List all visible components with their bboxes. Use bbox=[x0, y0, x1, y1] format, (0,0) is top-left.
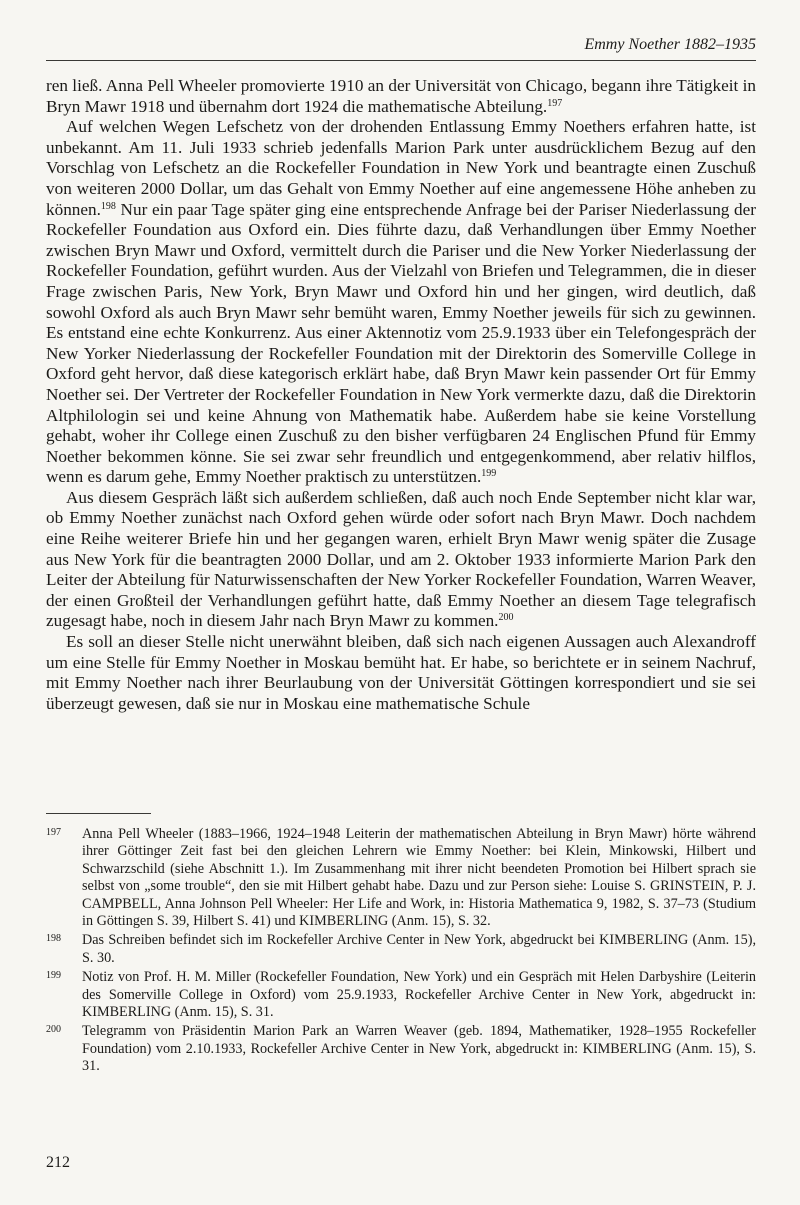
paragraph-text: Es soll an dieser Stelle nicht unerwähnt bleiben, daß sich nach eigenen Aussagen auch Alexandroff um eine Stelle für Emmy Noether in Moskau bemüht hat. Er habe, so berichtete er in seinem Nachruf, mit Emmy Noether nach ihrer Beurlaubung von der Universität Göttingen korrespondiert und sie sei überzeugt gewesen, daß sie nur in Moskau eine mathematische Schule bbox=[46, 632, 756, 713]
footnotes bbox=[46, 826, 756, 1078]
paragraph bbox=[46, 76, 756, 117]
footnote bbox=[46, 932, 756, 967]
paragraph-text: ren ließ. Anna Pell Wheeler promovierte 1910 an der Universität von Chicago, begann ihre Tätigkeit in Bryn Mawr 1918 und übernahm dort 1924 die mathematische Abteilung. bbox=[46, 76, 756, 116]
paragraph bbox=[46, 117, 756, 488]
footnote-ref[interactable]: 199 bbox=[481, 468, 497, 480]
book-page bbox=[46, 0, 756, 1205]
footnote-number: 198 bbox=[46, 933, 61, 945]
footnote bbox=[46, 826, 756, 930]
footnote-text: Telegramm von Präsidentin Marion Park an Warren Weaver (geb. 1894, Mathematiker, 1928–1955 Rockefeller Foundation) vom 2.10.1933, Rockefeller Archive Center in New York, abgedruckt in: KIMBERLING (Anm. 15), S. 31. bbox=[82, 1023, 756, 1075]
footnote bbox=[46, 969, 756, 1021]
footnote-number: 200 bbox=[46, 1024, 61, 1036]
header-rule bbox=[46, 60, 756, 61]
footnote-number: 199 bbox=[46, 970, 61, 982]
footnote-text: Notiz von Prof. H. M. Miller (Rockefeller Foundation, New York) und ein Gespräch mit Helen Darbyshire (Leiterin des Somerville College in Oxford) vom 25.9.1933, Rockefeller Archive Center in New York, abgedruckt in: KIMBERLING (Anm. 15), S. 31. bbox=[82, 969, 756, 1021]
footnote-text: Das Schreiben befindet sich im Rockefeller Archive Center in New York, abgedruckt bei KIMBERLING (Anm. 15), S. 30. bbox=[82, 932, 756, 966]
paragraph-text: Aus diesem Gespräch läßt sich außerdem schließen, daß auch noch Ende September nicht klar war, ob Emmy Noether zunächst nach Oxford gehen würde oder sofort nach Bryn Mawr. Doch nachdem eine Reihe weiterer Briefe hin und her gegangen waren, erhielt Bryn Mawr wenig später die Zusage aus New York für die beantragten 2000 Dollar, und am 2. Oktober 1933 informierte Marion Park den Leiter der Abteilung für Naturwissenschaften der New Yorker Rockefeller Foundation, Warren Weaver, der einen Großteil der Verhandlungen geführt hatte, daß Emmy Noether an diesem Tage telegrafisch zugesagt habe, noch in diesem Jahr nach Bryn Mawr zu kommen. bbox=[46, 487, 756, 631]
footnote-ref[interactable]: 198 bbox=[100, 200, 116, 212]
footnote bbox=[46, 1023, 756, 1075]
paragraph-text: Nur ein paar Tage später ging eine entsprechende Anfrage bei der Pariser Niederlassung der Rockefeller Foundation aus Oxford ein. Dies führte dazu, daß Verhandlungen über Emmy Noether zwischen Bryn Mawr und Oxford, vermittelt durch die Pariser und die New Yorker Niederlassung der Rockefeller Foundation, geführt wurden. Aus der Vielzahl von Briefen und Telegrammen, die in dieser Frage zwischen Paris, New York, Bryn Mawr und Oxford hin und her gingen, wird deutlich, daß sowohl Oxford als auch Bryn Mawr sehr bemüht waren, Emmy Noether jeweils für sich zu gewinnen. Es entstand eine echte Konkurrenz. Aus einer Aktennotiz vom 25.9.1933 über ein Telefongespräch der New Yorker Niederlassung der Rockefeller Foundation mit der Direktorin des Somerville College in Oxford geht hervor, daß diese kategorisch erklärt habe, daß Bryn Mawr kein passender Ort für Emmy Noether sei. Der Vertreter der Rockefeller Foundation in New York vermerkte dazu, daß die Direktorin Altphilologin sei und keine Ahnung von Mathematik habe. Außerdem habe sie keine Vorstellung gehabt, woher ihr College einen Zuschuß zu den bisher verfügbaren 24 Englischen Pfund für Emmy Noether bekommen könne. Sie sei zwar sehr freundlich und entgegenkommend, aber relativ hilflos, wenn es darum gehe, Emmy Noether praktisch zu unterstützen. bbox=[46, 199, 756, 487]
footnote-text: Anna Pell Wheeler (1883–1966, 1924–1948 Leiterin der mathematischen Abteilung in Bryn Mawr) hörte während ihrer Göttinger Zeit fast bei den gleichen Lehrern wie Emmy Noether: bei Klein, Minkowski, Hilbert und Schwarzschild (siehe Abschnitt 1.). Im Zusammenhang mit ihrer nicht beendeten Promotion bei Hilbert sprach sie selbst von „some trouble“, den sie mit Hilbert gehabt habe. Dazu und zur Person siehe: Louise S. GRINSTEIN, P. J. CAMPBELL, Anna Johnson Pell Wheeler: Her Life and Work, in: Historia Mathematica 9, 1982, S. 37–73 (Studium in Göttingen S. 39, Hilbert S. 41) und KIMBERLING (Anm. 15), S. 32. bbox=[82, 826, 756, 930]
running-head: Emmy Noether 1882–1935 bbox=[584, 36, 756, 53]
footnote-ref[interactable]: 200 bbox=[498, 612, 514, 624]
paragraph-text: Auf welchen Wegen Lefschetz von der drohenden Entlassung Emmy Noethers erfahren hatte, ist unbekannt. Am 11. Juli 1933 schrieb jedenfalls Marion Park unter ausdrücklichem Bezug auf den Vorschlag von Lefschetz an die Rockefeller Foundation in New York und beantragte einen Zuschuß von weiteren 2000 Dollar, um das Gehalt von Emmy Noether auf eine angemessene Höhe anheben zu können. bbox=[46, 117, 756, 219]
body-text bbox=[46, 76, 756, 714]
footnote-number: 197 bbox=[46, 827, 61, 838]
paragraph bbox=[46, 488, 756, 632]
footnote-ref[interactable]: 197 bbox=[547, 97, 563, 109]
footnote-rule bbox=[46, 813, 151, 814]
paragraph bbox=[46, 632, 756, 714]
page-number: 212 bbox=[46, 1154, 70, 1171]
